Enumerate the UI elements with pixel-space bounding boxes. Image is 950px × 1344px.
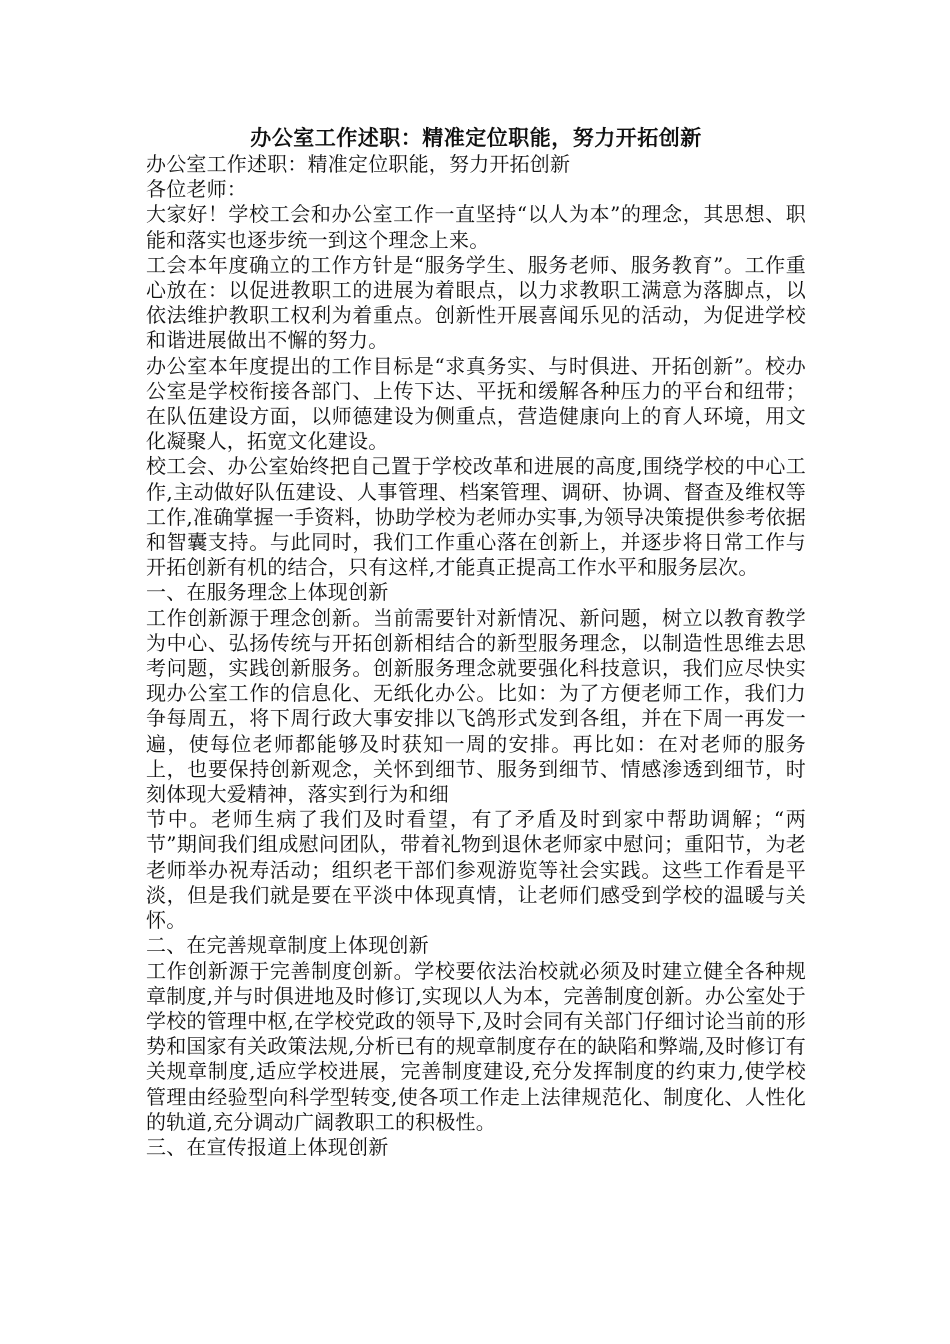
document-title: 办公室工作述职：精准定位职能，努力开拓创新 — [250, 125, 702, 150]
paragraph-union-policy: 工会本年度确立的工作方针是“服务学生、服务老师、服务教育”。工作重心放在：以促进教职工的进展为着眼点，以力求教职工满意为落脚点，以依法维护教职工权利为着重点。创新性开展喜闻乐见的活动，为促进学校和谐进展做出不懈的努力。 — [146, 252, 806, 353]
paragraph-regulations: 工作创新源于完善制度创新。学校要依法治校就必须及时建立健全各种规章制度,并与时俱进地及时修订,实现以人为本，完善制度创新。办公室处于学校的管理中枢,在学校党政的领导下,及时会同有关部门仔细讨论当前的形势和国家有关政策法规,分析已有的规章制度存在的缺陷和弊端,及时修订有关规章制度,适应学校进展，完善制度建设,充分发挥制度的约束力,使学校管理由经验型向科学型转变,使各项工作走上法律规范化、制度化、人性化的轨道,充分调动广阔教职工的积极性。 — [146, 958, 806, 1134]
paragraph-office-goal: 办公室本年度提出的工作目标是“求真务实、与时俱进、开拓创新”。校办公室是学校衔接各部门、上传下达、平抚和缓解各种压力的平台和纽带；在队伍建设方面，以师德建设为侧重点，营造健康向上的育人环境，用文化凝聚人，拓宽文化建设。 — [146, 353, 806, 454]
section-heading-publicity: 三、在宣传报道上体现创新 — [146, 1134, 389, 1159]
paragraph-service-details: 节中。老师生病了我们及时看望，有了矛盾及时到家中帮助调解；“两节”期间我们组成慰问团队，带着礼物到退休老师家中慰问；重阳节，为老老师举办祝寿活动；组织老干部们参观游览等社会实践。这些工作看是平淡，但是我们就是要在平淡中体现真情，让老师们感受到学校的温暖与关怀。 — [146, 807, 806, 933]
paragraph-subtitle: 办公室工作述职：精准定位职能，努力开拓创新 — [146, 152, 571, 176]
section-heading-service-concept: 一、在服务理念上体现创新 — [146, 580, 389, 605]
paragraph-greeting: 大家好！学校工会和办公室工作一直坚持“以人为本”的理念，其思想、职能和落实也逐步统一到这个理念上来。 — [146, 202, 806, 252]
section-heading-regulations: 二、在完善规章制度上体现创新 — [146, 933, 429, 958]
paragraph-salutation: 各位老师： — [146, 177, 247, 202]
paragraph-service-concept: 工作创新源于理念创新。当前需要针对新情况、新问题，树立以教育教学为中心、弘扬传统与开拓创新相结合的新型服务理念，以制造性思维去思考问题，实践创新服务。创新服务理念就要强化科技意识，我们应尽快实现办公室工作的信息化、无纸化办公。比如：为了方便老师工作，我们力争每周五，将下周行政大事安排以飞鸽形式发到各组，并在下周一再发一遍，使每位老师都能够及时获知一周的安排。再比如：在对老师的服务上，也要保持创新观念，关怀到细节、服务到细节、情感渗透到细节，时刻体现大爱精神，落实到行为和细 — [146, 605, 806, 807]
paragraph-union-office-work: 校工会、办公室始终把自己置于学校改革和进展的高度,围绕学校的中心工作,主动做好队伍建设、人事管理、档案管理、调研、协调、督查及维权等工作,准确掌握一手资料，协助学校为老师办实事,为领导决策提供参考依据和智囊支持。与此同时，我们工作重心落在创新上，并逐步将日常工作与开拓创新有机的结合，只有这样,才能真正提高工作水平和服务层次。 — [146, 454, 806, 580]
document-page — [146, 124, 806, 1160]
